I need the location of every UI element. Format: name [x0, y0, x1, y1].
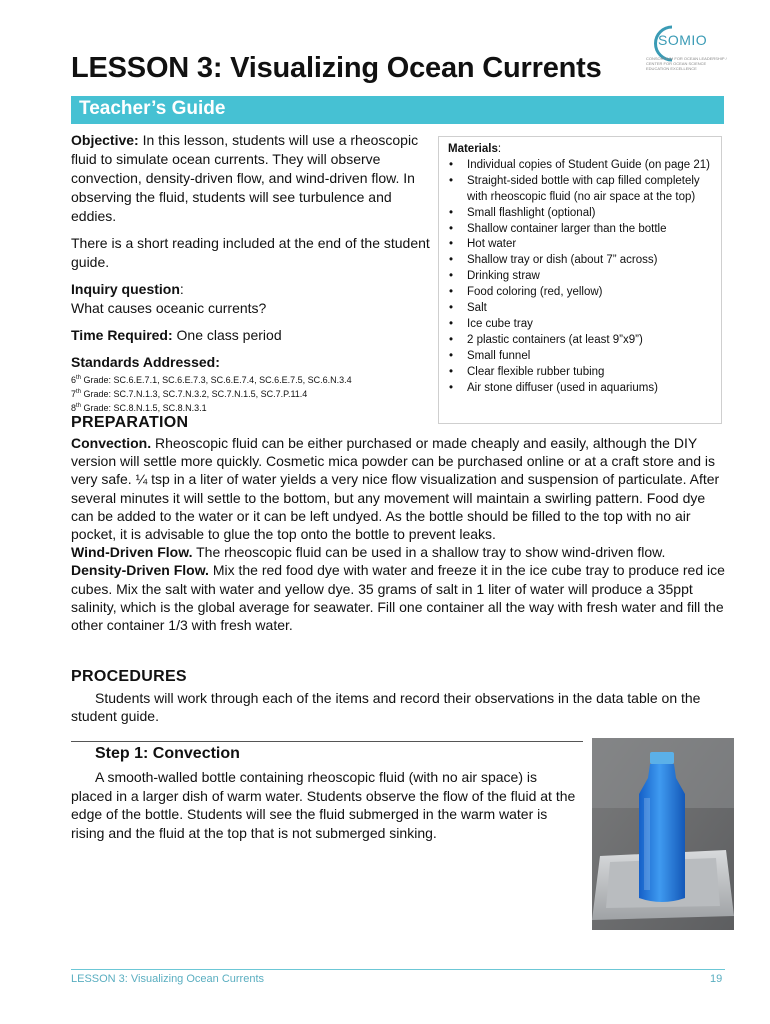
- preparation-heading: PREPARATION: [71, 414, 189, 431]
- inquiry-block: [71, 280, 431, 318]
- bottle-in-dish-image: [592, 738, 734, 930]
- logo-subtitle: CONSORTIUM FOR OCEAN LEADERSHIP / CENTER FOR OCEAN SCIENCE EDUCATION EXCELLENCE: [646, 56, 727, 71]
- time-label: Time Required:: [71, 327, 173, 343]
- preparation-section: [71, 434, 725, 634]
- list-item: • 2 plastic containers (at least 9”x9”): [448, 333, 713, 349]
- inquiry-colon: :: [179, 281, 184, 297]
- banner-label: Teacher’s Guide: [79, 98, 226, 119]
- time-required: [71, 326, 431, 345]
- objective-paragraph: [71, 131, 431, 226]
- step1-section: [71, 768, 581, 842]
- footer-lesson-title: LESSON 3: Visualizing Ocean Currents: [71, 973, 264, 985]
- list-item: • Hot water: [448, 237, 713, 253]
- density-paragraph: Density-Driven Flow. Mix the red food dye with water and freeze it in the ice cube tray to produce red ice cubes. Mix the salt with water and yellow dye. 35 grams of salt in 1 liter of water will produce a 35ppt salinity, which is the global average for seawater. Fill one container all the way with fresh water and fill the other container 1/3 with fresh water.: [71, 562, 725, 634]
- procedures-text: Students will work through each of the items and record their observations in the data table on the student guide.: [71, 690, 701, 725]
- materials-list: [448, 158, 713, 397]
- list-item: • Shallow container larger than the bottle: [448, 222, 713, 238]
- list-item: • Food coloring (red, yellow): [448, 285, 713, 301]
- standard-line: 8th Grade: SC.8.N.1.5, SC.8.N.3.1: [71, 403, 207, 413]
- list-item: • Salt: [448, 301, 713, 317]
- standard-line: 7th Grade: SC.7.N.1.3, SC.7.N.3.2, SC.7.N.1.5, SC.7.P.11.4: [71, 389, 308, 399]
- bottle-photo: [592, 738, 734, 930]
- list-item: • Drinking straw: [448, 269, 713, 285]
- standards-list: [71, 372, 431, 414]
- intro-column: [71, 131, 431, 414]
- list-item: • Small flashlight (optional): [448, 206, 713, 222]
- convection-paragraph: Convection. Rheoscopic fluid can be either purchased or made cheaply and easily, although the DIY version will settle more quickly. Cosmetic mica powder can be purchased online or at a craft store and is very safe. ¼ tsp in a liter of water yields a very nice flow visualization and suspension of particulate. After several minutes it will settle to the bottom, but any movement will maintain a swirling pattern. Food dye can be added to the water or it can be left undyed. As the bottle should be filled to the top with no air pocket, it is advisable to glue the top onto the bottle to prevent leaks.: [71, 435, 720, 543]
- standard-line: 6th Grade: SC.6.E.7.1, SC.6.E.7.3, SC.6.E.7.4, SC.6.E.7.5, SC.6.N.3.4: [71, 375, 352, 385]
- list-item: • Air stone diffuser (used in aquariums): [448, 381, 713, 397]
- step1-heading: Step 1: Convection: [95, 745, 240, 762]
- wind-paragraph: Wind-Driven Flow. The rheoscopic fluid can be used in a shallow tray to show wind-driven flow.: [71, 544, 666, 561]
- reading-note: There is a short reading included at the end of the student guide.: [71, 235, 430, 270]
- step1-text: A smooth-walled bottle containing rheoscopic fluid (with no air space) is placed in a larger dish of warm water. Students observe the flow of the fluid at the edge of the bottle. Students will see the fluid submerged in the warm water is rising and the fluid at the top that is not submerged sinking.: [71, 769, 576, 841]
- materials-heading: Materials:: [448, 143, 502, 155]
- inquiry-label: Inquiry question: [71, 281, 180, 297]
- list-item: • Clear flexible rubber tubing: [448, 365, 713, 381]
- list-item: • Ice cube tray: [448, 317, 713, 333]
- time-value: One class period: [172, 327, 282, 343]
- somio-logo: [646, 22, 728, 78]
- objective-text: In this lesson, students will use a rheoscopic fluid to simulate ocean currents. They will observe convection, density-driven flow, and wind-driven flow. In observing the fluid, students will see turbulence and eddies.: [71, 132, 419, 224]
- standards-heading: Standards Addressed:: [71, 354, 220, 370]
- step-divider: [71, 741, 583, 742]
- teachers-guide-banner: [71, 96, 724, 124]
- inquiry-question: What causes oceanic currents?: [71, 300, 267, 316]
- procedures-section: [71, 689, 725, 725]
- page-title: LESSON 3: Visualizing Ocean Currents: [71, 52, 602, 84]
- list-item: • Individual copies of Student Guide (on page 21): [448, 158, 713, 174]
- materials-box: [438, 136, 722, 424]
- page-number: 19: [710, 973, 723, 985]
- objective-label: Objective:: [71, 132, 139, 148]
- list-item: • Shallow tray or dish (about 7” across): [448, 253, 713, 269]
- list-item: • Small funnel: [448, 349, 713, 365]
- list-item: • Straight-sided bottle with cap filled completely with rheoscopic fluid (no air space at the top): [448, 174, 713, 206]
- procedures-heading: PROCEDURES: [71, 668, 187, 685]
- footer-divider: [71, 969, 725, 970]
- logo-text: SOMIO: [658, 32, 708, 48]
